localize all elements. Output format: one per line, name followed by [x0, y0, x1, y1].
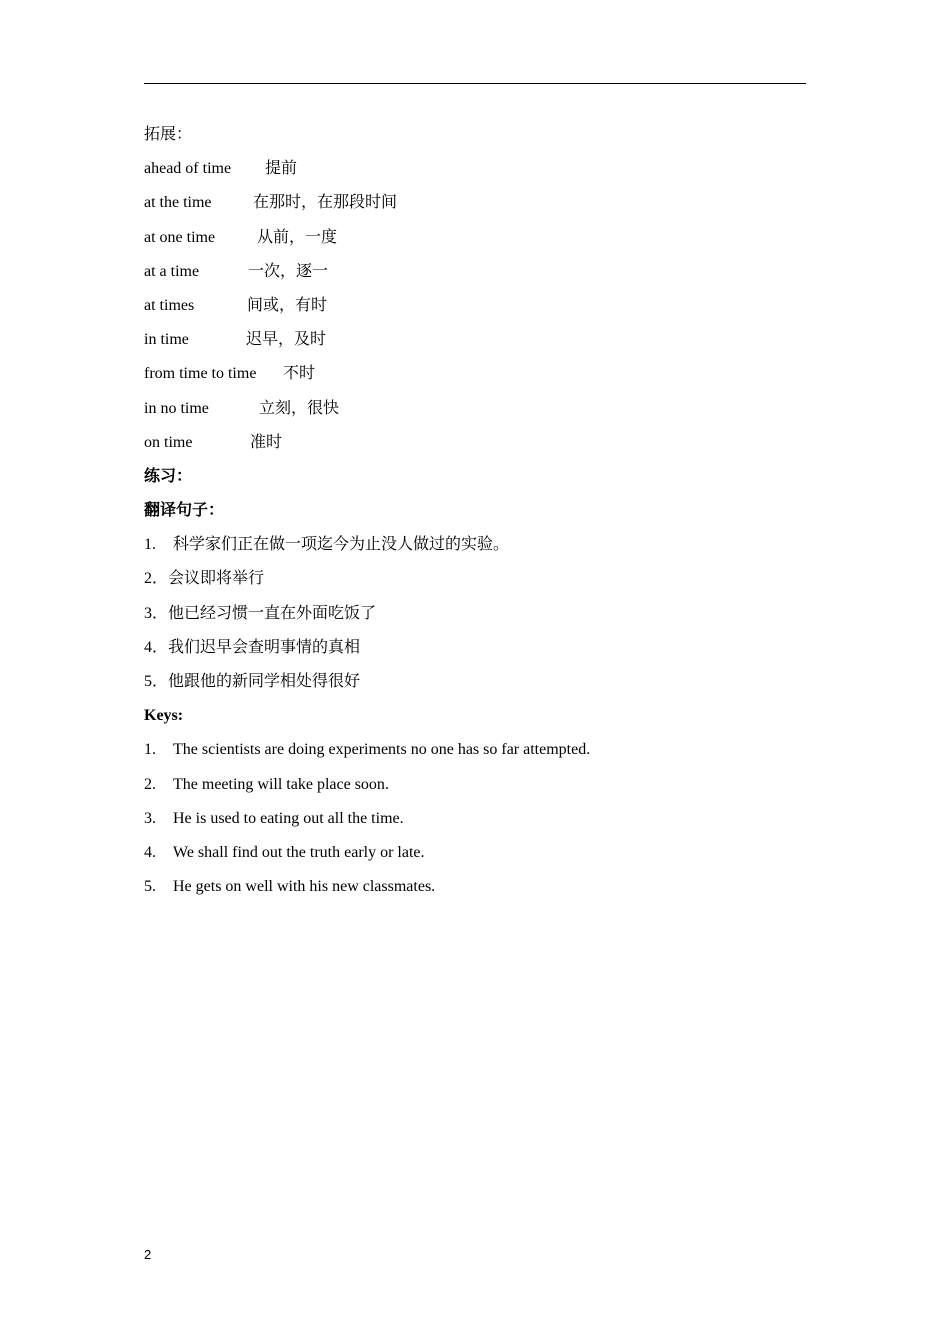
phrase-en: at the time	[144, 194, 212, 212]
key-item-number: 5.	[144, 878, 156, 896]
phrase-row	[144, 323, 806, 357]
practice-item-number: 1.	[144, 536, 156, 554]
key-item-number: 1.	[144, 741, 156, 759]
key-item-number: 3.	[144, 809, 156, 827]
practice-item-number: 2．	[144, 570, 169, 588]
practice-item	[144, 562, 806, 596]
phrase-row	[144, 186, 806, 220]
phrase-zh: 一次，逐一	[248, 262, 329, 280]
key-item-text: The meeting will take place soon.	[173, 775, 389, 793]
phrase-zh: 迟早，及时	[246, 331, 327, 349]
practice-item-text: 他已经习惯一直在外面吃饭了	[168, 604, 377, 622]
key-item	[144, 870, 806, 904]
key-item	[144, 733, 806, 767]
practice-item	[144, 528, 806, 562]
phrase-zh: 立刻，很快	[259, 399, 340, 417]
key-item-text: He is used to eating out all the time.	[173, 809, 404, 827]
key-item-text: The scientists are doing experiments no one has so far attempted.	[173, 741, 591, 759]
key-item-text: He gets on well with his new classmates.	[173, 878, 436, 896]
phrase-en: ahead of time	[144, 160, 232, 178]
key-item	[144, 802, 806, 836]
practice-heading: 练习：	[144, 467, 193, 485]
phrase-en: in time	[144, 331, 189, 349]
practice-item-number: 5．	[144, 673, 169, 690]
key-item-text: We shall find out the truth early or late.	[173, 843, 425, 861]
phrase-en: from time to time	[144, 365, 257, 383]
phrase-en: in no time	[144, 399, 209, 417]
phrase-row	[144, 152, 806, 186]
practice-item	[144, 631, 806, 665]
phrase-en: at a time	[144, 262, 200, 280]
phrase-zh: 准时	[250, 433, 283, 451]
phrase-zh: 提前	[265, 160, 298, 178]
key-item	[144, 768, 806, 802]
phrase-zh: 不时	[283, 365, 316, 383]
header-rule	[144, 83, 806, 84]
practice-item-text: 我们迟早会查明事情的真相	[168, 638, 361, 656]
phrase-zh: 从前，一度	[257, 228, 338, 246]
phrase-row	[144, 221, 806, 255]
phrase-en: at one time	[144, 228, 216, 246]
key-item	[144, 836, 806, 870]
phrase-en: at times	[144, 296, 195, 314]
practice-item-number: 4．	[144, 638, 169, 656]
key-item-number: 4.	[144, 843, 156, 861]
phrase-row	[144, 255, 806, 289]
extension-heading: 拓展：	[144, 126, 193, 143]
phrase-row	[144, 392, 806, 426]
phrase-row	[144, 289, 806, 323]
practice-item-text: 他跟他的新同学相处得很好	[168, 673, 361, 690]
key-item-number: 2.	[144, 775, 156, 793]
page-number: 2	[144, 1247, 152, 1262]
phrase-zh: 间或，有时	[247, 296, 328, 314]
phrase-zh: 在那时，在那段时间	[253, 194, 398, 212]
practice-item-number: 3．	[144, 604, 169, 622]
practice-item	[144, 665, 806, 699]
practice-item	[144, 597, 806, 631]
phrase-row	[144, 357, 806, 391]
phrase-en: on time	[144, 433, 193, 451]
practice-item-text: 科学家们正在做一项迄今为止没人做过的实验。	[173, 536, 510, 554]
phrase-row	[144, 426, 806, 460]
keys-heading: Keys:	[144, 707, 184, 725]
practice-subheading: 翻译句子：	[144, 502, 225, 520]
document-body	[144, 118, 806, 904]
practice-item-text: 会议即将举行	[168, 570, 265, 588]
